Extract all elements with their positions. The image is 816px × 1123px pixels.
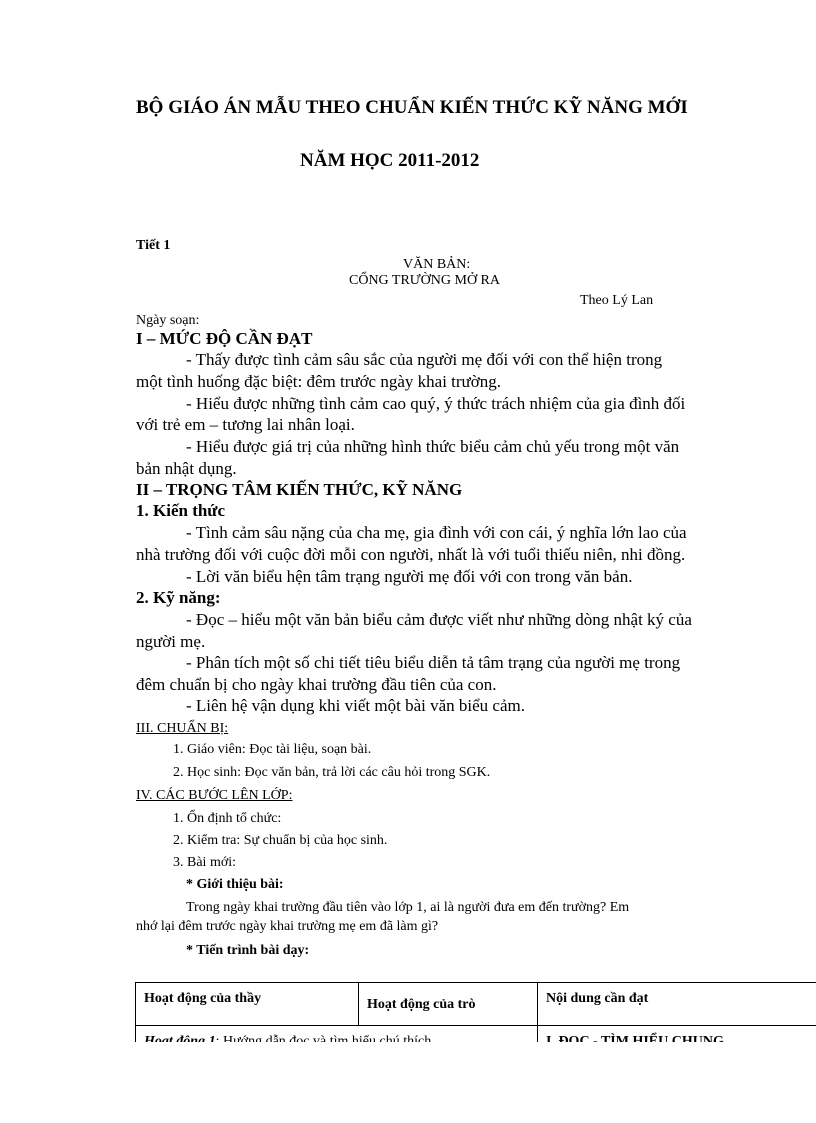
skill-3: - Liên hệ vận dụng khi viết một bài văn biểu cảm.: [186, 696, 525, 715]
section-3-heading: III. CHUẨN BỊ:: [136, 721, 229, 736]
knowledge-1-line-2: nhà trường đối với cuộc đời mỗi con người, nhất là với tuổi thiếu niên, nhi đồng.: [136, 545, 686, 564]
objective-3-line-2: bản nhật dụng.: [136, 459, 237, 478]
step-2: 2. Kiểm tra: Sự chuẩn bị của học sinh.: [173, 833, 388, 848]
section-1-heading: I – MỨC ĐỘ CẦN ĐẠT: [136, 329, 313, 348]
objective-2-line-1: - Hiểu được những tình cảm cao quý, ý thức trách nhiệm của gia đình đối: [186, 394, 686, 413]
section-4-heading: IV. CÁC BƯỚC LÊN LỚP:: [136, 788, 293, 803]
skill-1-line-1: - Đọc – hiểu một văn bản biểu cảm được viết như những dòng nhật ký của: [186, 610, 692, 629]
step-3: 3. Bài mới:: [173, 855, 237, 870]
header-student-activity: Hoạt động của trò: [359, 983, 538, 1026]
text-type-label: VĂN BẢN:: [403, 257, 471, 272]
knowledge-heading: 1. Kiến thức: [136, 501, 226, 520]
intro-text-line-1: Trong ngày khai trường đầu tiên vào lớp 1, ai là người đưa em đến trường? Em: [186, 900, 630, 915]
objective-1-line-2: một tình huống đặc biệt: đêm trước ngày khai trường.: [136, 372, 502, 391]
lesson-number: Tiết 1: [136, 238, 171, 253]
objective-1-line-1: - Thấy được tình cảm sâu sắc của người mẹ đối với con thể hiện trong: [186, 350, 663, 369]
prep-date-label: Ngày soạn:: [136, 313, 200, 328]
skill-2-line-1: - Phân tích một số chi tiết tiêu biểu diễn tả tâm trạng của người mẹ trong: [186, 653, 681, 672]
school-year: NĂM HỌC 2011-2012: [300, 150, 480, 171]
text-author: Theo Lý Lan: [580, 293, 654, 308]
document-title: BỘ GIÁO ÁN MẪU THEO CHUẨN KIẾN THỨC KỸ NĂNG MỚI: [136, 97, 688, 118]
table-header-row: [136, 983, 816, 1026]
page-bottom-margin: [0, 1042, 816, 1123]
skill-1-line-2: người mẹ.: [136, 632, 206, 651]
intro-text-line-2: nhớ lại đêm trước ngày khai trường mẹ em đã làm gì?: [136, 919, 439, 934]
skills-heading: 2. Kỹ năng:: [136, 588, 221, 607]
objective-2-line-2: với trẻ em – tương lai nhân loại.: [136, 415, 355, 434]
prep-teacher: 1. Giáo viên: Đọc tài liệu, soạn bài.: [173, 742, 372, 757]
intro-label: * Giới thiệu bài:: [186, 877, 284, 892]
knowledge-2: - Lời văn biểu hện tâm trạng người mẹ đối với con trong văn bản.: [186, 567, 633, 586]
header-content: Nội dung cần đạt: [538, 983, 816, 1026]
prep-student: 2. Học sinh: Đọc văn bản, trả lời các câu hỏi trong SGK.: [173, 765, 491, 780]
header-teacher-activity: Hoạt động của thầy: [136, 983, 359, 1026]
knowledge-1-line-1: - Tình cảm sâu nặng của cha mẹ, gia đình với con cái, ý nghĩa lớn lao của: [186, 523, 687, 542]
step-1: 1. Ổn định tổ chức:: [173, 811, 282, 826]
section-2-heading: II – TRỌNG TÂM KIẾN THỨC, KỸ NĂNG: [136, 480, 463, 499]
text-title: CỔNG TRƯỜNG MỞ RA: [349, 273, 501, 288]
skill-2-line-2: đêm chuẩn bị cho ngày khai trường đầu tiên của con.: [136, 675, 497, 694]
process-label: * Tiến trình bài dạy:: [186, 943, 310, 958]
objective-3-line-1: - Hiểu được giá trị của những hình thức biểu cảm chủ yếu trong một văn: [186, 437, 680, 456]
